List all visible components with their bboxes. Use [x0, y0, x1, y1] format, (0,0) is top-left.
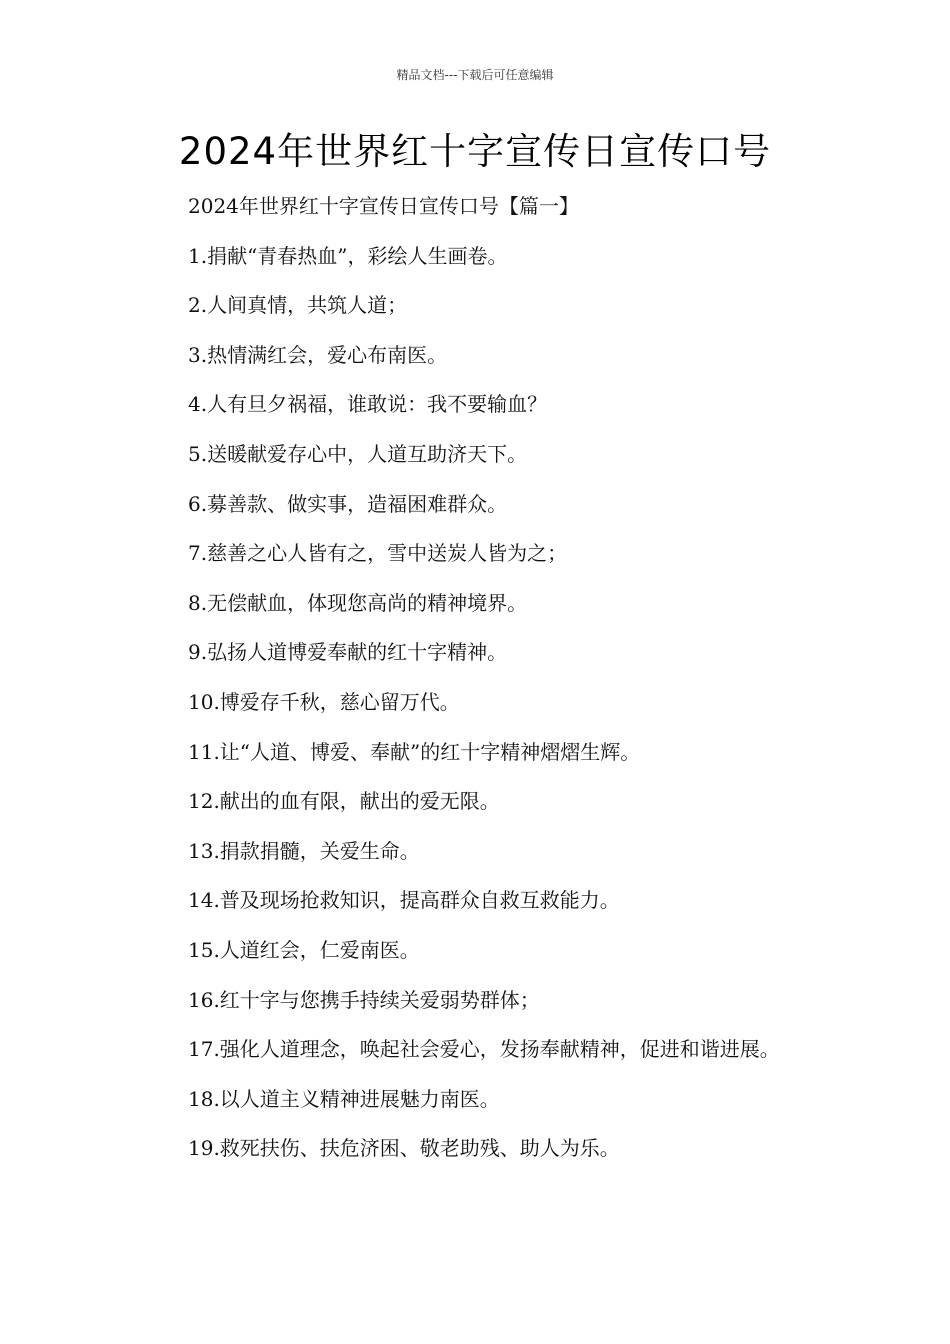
slogan-item: 12.献出的血有限，献出的爱无限。 [188, 789, 500, 814]
slogan-item: 1.捐献“青春热血”，彩绘人生画卷。 [188, 243, 508, 268]
slogan-item: 13.捐款捐髓，关爱生命。 [188, 838, 420, 863]
page-header-note: 精品文档---下载后可任意编辑 [396, 68, 554, 82]
document-title: 2024年世界红十字宣传日宣传口号 [178, 130, 772, 173]
slogan-item: 4.人有旦夕祸福，谁敢说：我不要输血？ [188, 392, 548, 417]
slogan-item: 6.募善款、做实事，造福困难群众。 [188, 491, 508, 516]
slogan-item: 2.人间真情，共筑人道； [188, 293, 408, 318]
slogan-item: 9.弘扬人道博爱奉献的红十字精神。 [188, 640, 508, 665]
slogan-item: 11.让“人道、博爱、奉献”的红十字精神熠熠生辉。 [188, 739, 641, 764]
slogan-item: 5.送暖献爱存心中，人道互助济天下。 [188, 441, 528, 466]
slogan-item: 18.以人道主义精神进展魅力南医。 [188, 1086, 500, 1111]
slogan-item: 15.人道红会，仁爱南医。 [188, 937, 420, 962]
slogan-item: 17.强化人道理念，唤起社会爱心，发扬奉献精神，促进和谐进展。 [188, 1037, 780, 1062]
slogan-item: 7.慈善之心人皆有之，雪中送炭人皆为之； [188, 541, 568, 566]
document-body [145, 182, 810, 1174]
section-heading: 2024年世界红十字宣传日宣传口号【篇一】 [188, 194, 579, 218]
slogan-item: 10.博爱存千秋，慈心留万代。 [188, 689, 460, 714]
slogan-item: 16.红十字与您携手持续关爱弱势群体； [188, 987, 540, 1012]
slogan-item: 3.热情满红会，爱心布南医。 [188, 342, 448, 367]
slogan-item: 19.救死扶伤、扶危济困、敬老助残、助人为乐。 [188, 1136, 620, 1161]
slogan-item: 8.无偿献血，体现您高尚的精神境界。 [188, 590, 528, 615]
slogan-item: 14.普及现场抢救知识，提高群众自救互救能力。 [188, 888, 620, 913]
